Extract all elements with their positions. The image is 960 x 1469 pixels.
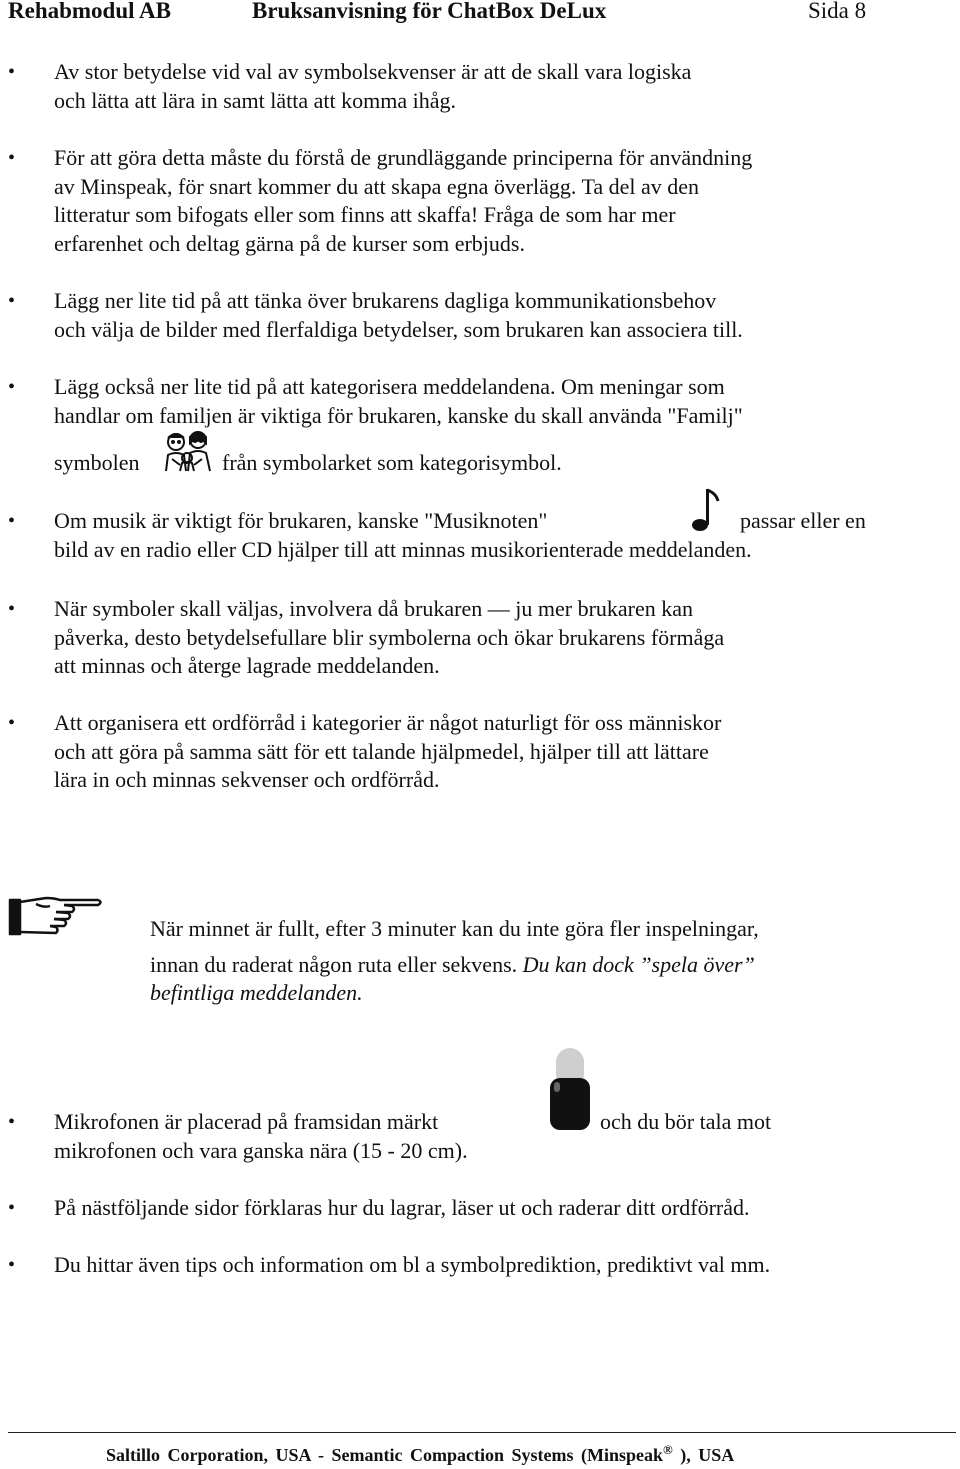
text-line: Du hittar även tips och information om bl a symbolprediktion, prediktivt val mm. [54,1252,771,1277]
bullet-marker: • [8,510,16,532]
bullet-text [54,507,949,564]
text-line: lära in och minnas sekvenser och ordförråd. [54,767,440,793]
header-company: Rehabmodul AB [8,0,171,23]
text-line: Lägg också ner lite tid på att kategorisera meddelandena. Om meningar som [54,374,725,399]
text-line [54,1108,949,1137]
text-line [54,440,949,484]
text-line: litteratur som bifogats eller som finns att skaffa! Fråga de som har mer [54,202,676,228]
bullet-text [54,1251,949,1280]
music-note-icon [690,487,720,541]
bullet-text [54,58,949,115]
text-fragment: innan du raderat någon ruta eller sekvens. [150,952,523,977]
bullet-marker: • [8,290,16,312]
footer-tail: ), USA [672,1445,735,1465]
text-fragment: från symbolarket som kategorisymbol. [222,450,562,476]
text-line: När symboler skall väljas, involvera då brukaren — ju mer brukaren kan [54,596,694,621]
page-header [8,0,958,28]
bullet-text [54,709,949,795]
bullet-text [54,1108,949,1165]
text-line: handlar om familjen är viktiga för brukaren, kanske du skall använda "Familj" [54,402,743,428]
header-title: Bruksanvisning för ChatBox DeLux [252,0,607,23]
text-line: bild av en radio eller CD hjälper till att minnas musikorienterade meddelanden. [54,536,752,562]
text-line: För att göra detta måste du förstå de grundläggande principerna för användning [54,145,753,170]
text-line: att minnas och återge lagrade meddelanden. [54,653,440,679]
text-line: påverka, desto betydelsefullare blir symbolerna och ökar brukarens förmåga [54,624,725,650]
text-line: Att organisera ett ordförråd i kategorier är något naturligt för oss människor [54,710,722,735]
bullet-text [54,1194,949,1223]
family-icon [158,431,216,483]
page-footer [106,1442,956,1466]
text-line: och lätta att lära in samt lätta att komma ihåg. [54,87,456,113]
text-fragment: och du bör tala mot [600,1109,772,1134]
bullet-text [54,595,949,681]
bullet-marker: • [8,1254,16,1276]
registered-mark: ® [663,1442,673,1457]
bullet-text [54,287,949,344]
text-line: När minnet är fullt, efter 3 minuter kan du inte göra fler inspelningar, [150,916,759,941]
text-line: erfarenhet och deltag gärna på de kurser som erbjuds. [54,230,525,256]
text-fragment: Mikrofonen är placerad på framsidan märkt [54,1109,439,1134]
text-fragment: Du kan dock ”spela över” [522,952,755,977]
bullet-marker: • [8,1111,16,1133]
text-line: Av stor betydelse vid val av symbolsekvenser är att de skall vara logiska [54,59,692,84]
bullet-marker: • [8,598,16,620]
text-line: och välja de bilder med flerfaldiga betydelser, som brukaren kan associera till. [54,316,743,342]
pointing-hand-icon [6,890,106,945]
text-fragment: Om musik är viktigt för brukaren, kanske "Musiknoten" [54,508,548,533]
bullet-marker: • [8,147,16,169]
header-page-number: Sida 8 [808,0,867,23]
text-line: På nästföljande sidor förklaras hur du lagrar, läser ut och raderar ditt ordförråd. [54,1195,750,1220]
bullet-marker: • [8,1197,16,1219]
text-line [54,507,949,536]
bullet-marker: • [8,712,16,734]
bullet-marker: • [8,376,16,398]
text-line: och att göra på samma sätt för ett talande hjälpmedel, hjälper till att lättare [54,738,709,764]
footer-divider [8,1432,956,1433]
footer-text: Saltillo Corporation, USA - Semantic Compaction Systems (Minspeak [106,1445,664,1465]
text-line: Lägg ner lite tid på att tänka över brukarens dagliga kommunikationsbehov [54,288,717,313]
bullet-marker: • [8,61,16,83]
bullet-text [54,144,949,258]
text-fragment: symbolen [54,450,140,476]
text-fragment: passar eller en [740,508,866,533]
text-line: mikrofonen och vara ganska nära (15 - 20 cm). [54,1137,468,1163]
memory-note [150,913,940,1009]
text-line: befintliga meddelanden. [150,980,363,1005]
text-line: av Minspeak, för snart kommer du att skapa egna överlägg. Ta del av den [54,173,700,199]
bullet-text [54,373,949,484]
